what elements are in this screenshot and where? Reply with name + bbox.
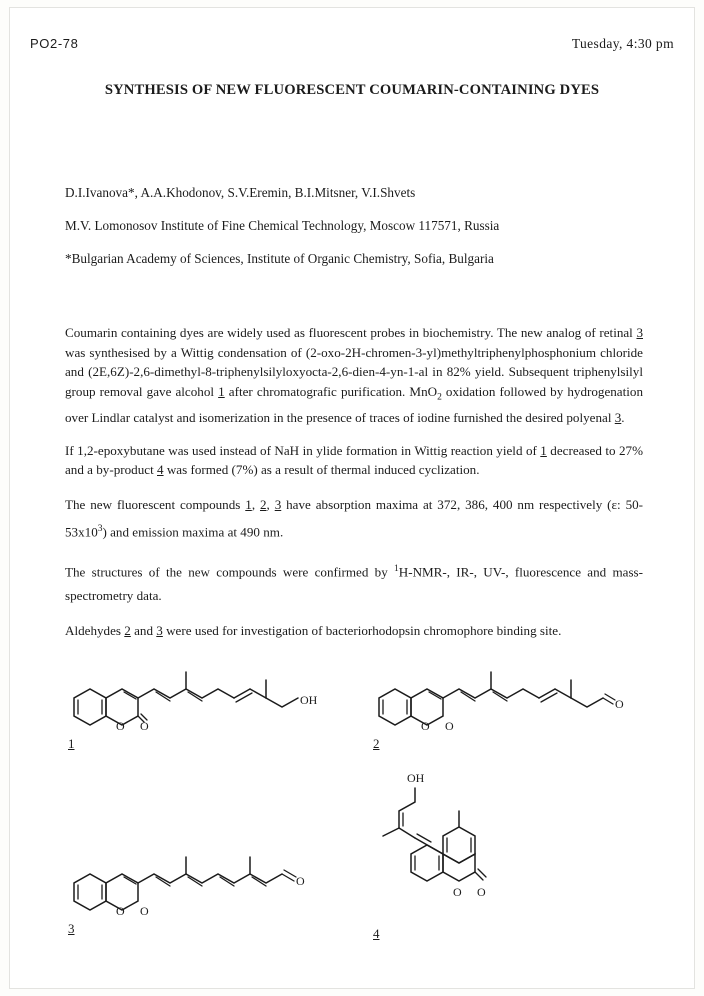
structure-2-label: 2: [373, 736, 380, 751]
svg-text:OH: OH: [300, 693, 318, 707]
svg-text:O: O: [140, 904, 149, 918]
structure-3: [60, 843, 340, 936]
paragraph-3: The new fluorescent compounds 1, 2, 3 have absorption maxima at 372, 386, 400 nm respectively (ε: $50-53x10^3$) and emission maxima at 490 nm.: [65, 496, 644, 540]
author-line-2: M.V. Lomonosov Institute of Fine Chemical Technology, Moscow 117571, Russia: [65, 218, 500, 233]
structure-4: [365, 768, 575, 941]
svg-text:O: O: [140, 719, 149, 733]
svg-text:OH: OH: [407, 771, 425, 785]
structure-2: [365, 658, 635, 751]
session-time: Tuesday, 4:30 pm: [571, 36, 674, 51]
structure-1: [60, 658, 330, 751]
structure-3-label: 3: [68, 921, 75, 936]
paragraph-5: Aldehydes 2 and 3 were used for investigation of bacteriorhodopsin chromophore binding site.: [65, 623, 562, 639]
page-header: [30, 36, 674, 52]
structure-1-label: 1: [68, 736, 75, 751]
page-title: SYNTHESIS OF NEW FLUORESCENT COUMARIN-CONTAINING DYES: [104, 82, 600, 98]
svg-text:O: O: [296, 874, 305, 888]
paragraph-4: The structures of the new compounds were confirmed by $^1$H-NMR-, IR-, UV-, fluorescence and mass-spectrometry data.: [65, 564, 644, 604]
author-line-3: *Bulgarian Academy of Sciences, Institute of Organic Chemistry, Sofia, Bulgaria: [65, 251, 494, 266]
svg-text:O: O: [116, 719, 125, 733]
structure-gallery: [10, 648, 694, 968]
svg-text:O: O: [453, 885, 462, 899]
paragraph-2: If 1,2-epoxybutane was used instead of NaH in ylide formation in Wittig reaction yield of 1 decreased to 27% and a by-product 4 was formed (7%) as a result of thermal induced cyclization.: [65, 442, 643, 478]
author-line-1: D.I.Ivanova*, A.A.Khodonov, S.V.Eremin, B.I.Mitsner, V.I.Shvets: [65, 185, 416, 200]
svg-text:O: O: [116, 904, 125, 918]
paper-sheet: [10, 8, 694, 988]
svg-text:O: O: [421, 719, 430, 733]
svg-text:O: O: [445, 719, 454, 733]
paragraph-1: Coumarin containing dyes are widely used as fluorescent probes in biochemistry. The new analog of retinal 3 was synthesised by a Wittig condensation of (2-oxo-2H-chromen-3-yl)methyltriphenylphosphonium chloride and (2E,6Z)-2,6-dimethyl-8-triphenylsilyloxyocta-2,6-dien-4-yn-1-al in 82% yield. Subsequent triphenylsilyl group removal gave alcohol 1 after chromatografic purification. MnO$_2$ oxidation followed by hydrogenation over Lindlar catalyst and isomerization in the presence of traces of iodine furnished the desired polyenal 3.: [65, 325, 643, 425]
structure-4-label: 4: [373, 926, 380, 941]
abstract-code: PO2-78: [30, 36, 79, 51]
abstract-body: [65, 323, 643, 654]
author-block: [65, 176, 645, 275]
svg-text:O: O: [615, 697, 624, 711]
svg-text:O: O: [477, 885, 486, 899]
